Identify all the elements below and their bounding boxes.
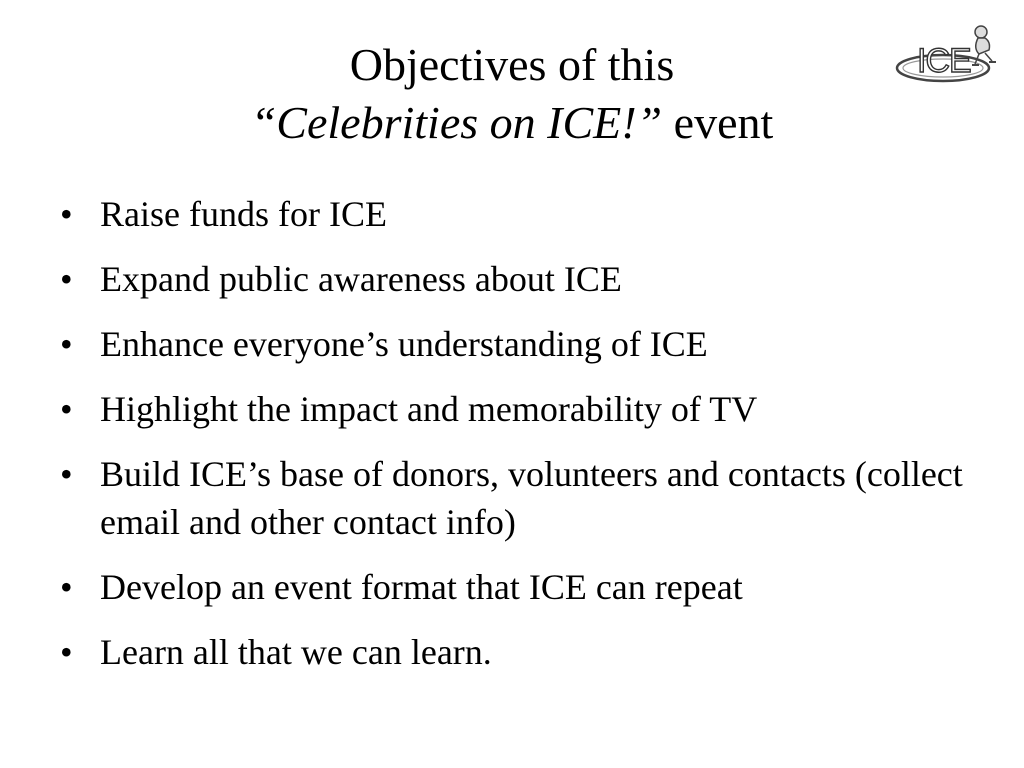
bullet-icon: • <box>60 194 73 234</box>
bullet-icon: • <box>60 259 73 299</box>
bullet-text: Expand public awareness about ICE <box>100 259 622 299</box>
list-item <box>60 450 990 546</box>
title-line-1: Objectives of this <box>349 39 675 90</box>
title-line-2 <box>150 94 874 152</box>
ice-logo <box>893 20 1003 92</box>
list-item <box>60 628 990 676</box>
bullet-icon: • <box>60 454 73 494</box>
ice-logo-text: ICE <box>917 42 971 80</box>
bullet-icon: • <box>60 324 73 364</box>
list-item <box>60 320 990 368</box>
bullet-text: Build ICE’s base of donors, volunteers and contacts (collect email and other contact info) <box>100 454 963 542</box>
title-event-name: “Celebrities on ICE!” <box>250 97 663 148</box>
bullet-text: Develop an event format that ICE can repeat <box>100 567 743 607</box>
objectives-list <box>60 190 990 693</box>
bullet-text: Learn all that we can learn. <box>100 632 492 672</box>
bullet-icon: • <box>60 567 73 607</box>
bullet-text: Highlight the impact and memorability of TV <box>100 389 758 429</box>
list-item <box>60 385 990 433</box>
bullet-text: Enhance everyone’s understanding of ICE <box>100 324 708 364</box>
bullet-text: Raise funds for ICE <box>100 194 387 234</box>
slide-title <box>150 36 874 152</box>
bullet-icon: • <box>60 389 73 429</box>
list-item <box>60 563 990 611</box>
list-item <box>60 255 990 303</box>
list-item <box>60 190 990 238</box>
bullet-icon: • <box>60 632 73 672</box>
title-event-suffix: event <box>662 97 774 148</box>
